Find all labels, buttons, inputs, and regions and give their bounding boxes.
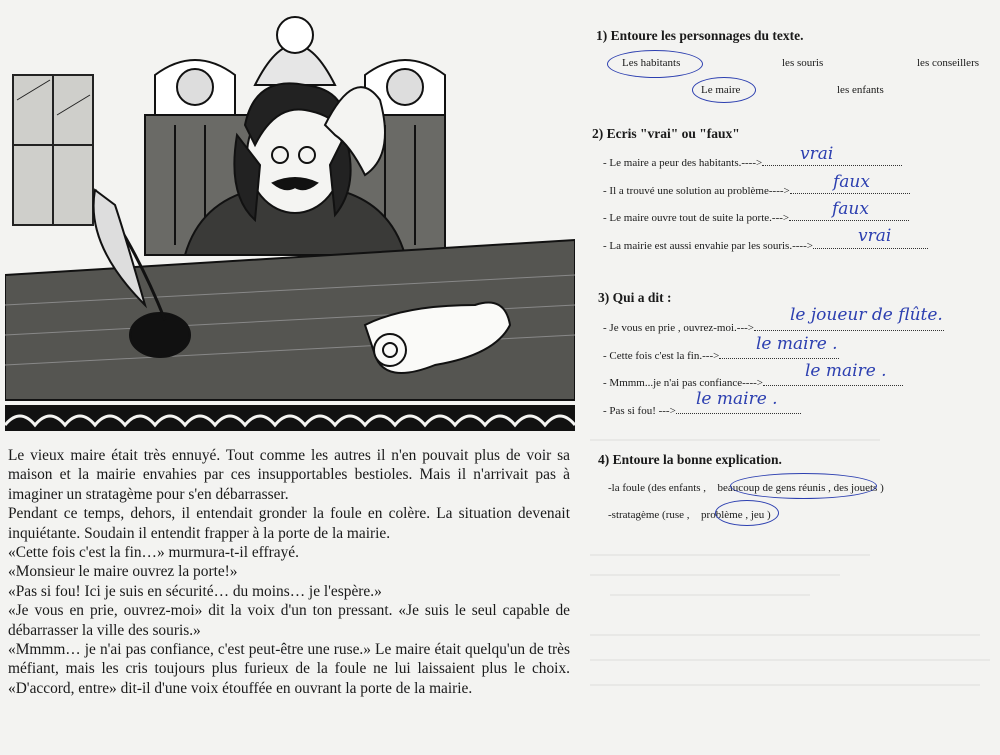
question-text: - Le maire a peur des habitants.----> (603, 157, 763, 169)
option-text: , jeu ) (745, 509, 771, 521)
question-text: - Il a trouvé une solution au problème----> (603, 185, 790, 197)
option-text: -stratagème (ruse , (608, 509, 690, 521)
mayor-illustration (5, 5, 575, 437)
word-option[interactable]: Le maire (701, 84, 741, 96)
story-text (8, 446, 570, 698)
option-correct[interactable]: beaucoup de gens réunis (717, 482, 826, 494)
handwritten-answer: le maire . (756, 334, 838, 354)
story-paragraph: «Monsieur le maire ouvrez la porte!» (8, 563, 238, 581)
question-text: - Le maire ouvre tout de suite la porte.---> (603, 212, 790, 224)
word-option[interactable]: les conseillers (917, 57, 980, 69)
window-icon (13, 75, 93, 225)
handwritten-answer: le maire . (805, 361, 887, 381)
story-paragraph: Pendant ce temps, dehors, il entendait gronder la foule en colère. La situation devenait inquiétante. Soudain il entendit frapper à la porte de la mairie. (8, 505, 570, 542)
handwritten-answer: le maire . (696, 389, 778, 409)
option-text: -la foule (des enfants , (608, 482, 707, 494)
question-text: - Pas si fou! ---> (603, 405, 676, 417)
story-paragraph: «Pas si fou! Ici je suis en sécurité… du moins… je l'espère.» (8, 582, 382, 600)
answer-circle (692, 77, 756, 103)
handwritten-answer: vrai (858, 226, 892, 246)
handwritten-answer: le joueur de flûte. (790, 305, 943, 325)
word-option[interactable]: les enfants (837, 84, 884, 96)
handwritten-answer: faux (833, 172, 870, 192)
question-text: - Je vous en prie , ouvrez-moi.---> (603, 322, 754, 334)
exercise-4-title: 4) Entoure la bonne explication. (598, 452, 782, 467)
option-text: , des jouets ) (828, 482, 884, 494)
question-text: - La mairie est aussi envahie par les souris.----> (603, 240, 813, 252)
story-paragraph: «Cette fois c'est la fin…» murmura-t-il effrayé. (8, 544, 299, 562)
exercise-1-title: 1) Entoure les personnages du texte. (596, 28, 804, 43)
handwritten-answer: vrai (800, 144, 834, 164)
story-paragraph: «Je vous en prie, ouvrez-moi» dit la voix d'un ton pressant. «Je suis le seul capable de débarrasser la ville des souris.» (8, 602, 570, 639)
exercise-2-title: 2) Ecris "vrai" ou "faux" (592, 126, 740, 141)
exercise-3-title: 3) Qui a dit : (598, 290, 672, 305)
handwritten-answer: faux (832, 199, 869, 219)
story-paragraph: «Mmmm… je n'ai pas confiance, c'est peut-être une ruse.» Le maire était quelqu'un de très méfiant, mais les cris toujours plus furieux de la foule ne lui laissaient plus le choix. «D'accord, entre» dit-il d'une voix étouffée en ouvrant la porte de la mairie. (8, 641, 570, 697)
answer-circle (607, 50, 703, 78)
word-option[interactable]: les souris (782, 57, 824, 69)
wave-border-icon (5, 405, 575, 431)
option-correct[interactable]: problème (701, 509, 743, 521)
question-text: - Mmmm...je n'ai pas confiance----> (603, 377, 763, 389)
question-text: - Cette fois c'est la fin.---> (603, 350, 720, 362)
story-paragraph: Le vieux maire était très ennuyé. Tout comme les autres il n'en pouvait plus de voir sa maison et la mairie envahies par ces insupportables bestioles. Mais il n'arrivait pas à imaginer un stratagème pour s'en débarrasser. (8, 447, 570, 503)
word-option[interactable]: Les habitants (622, 57, 681, 69)
bleed-through-marks (580, 420, 1000, 750)
question-line (603, 155, 902, 169)
